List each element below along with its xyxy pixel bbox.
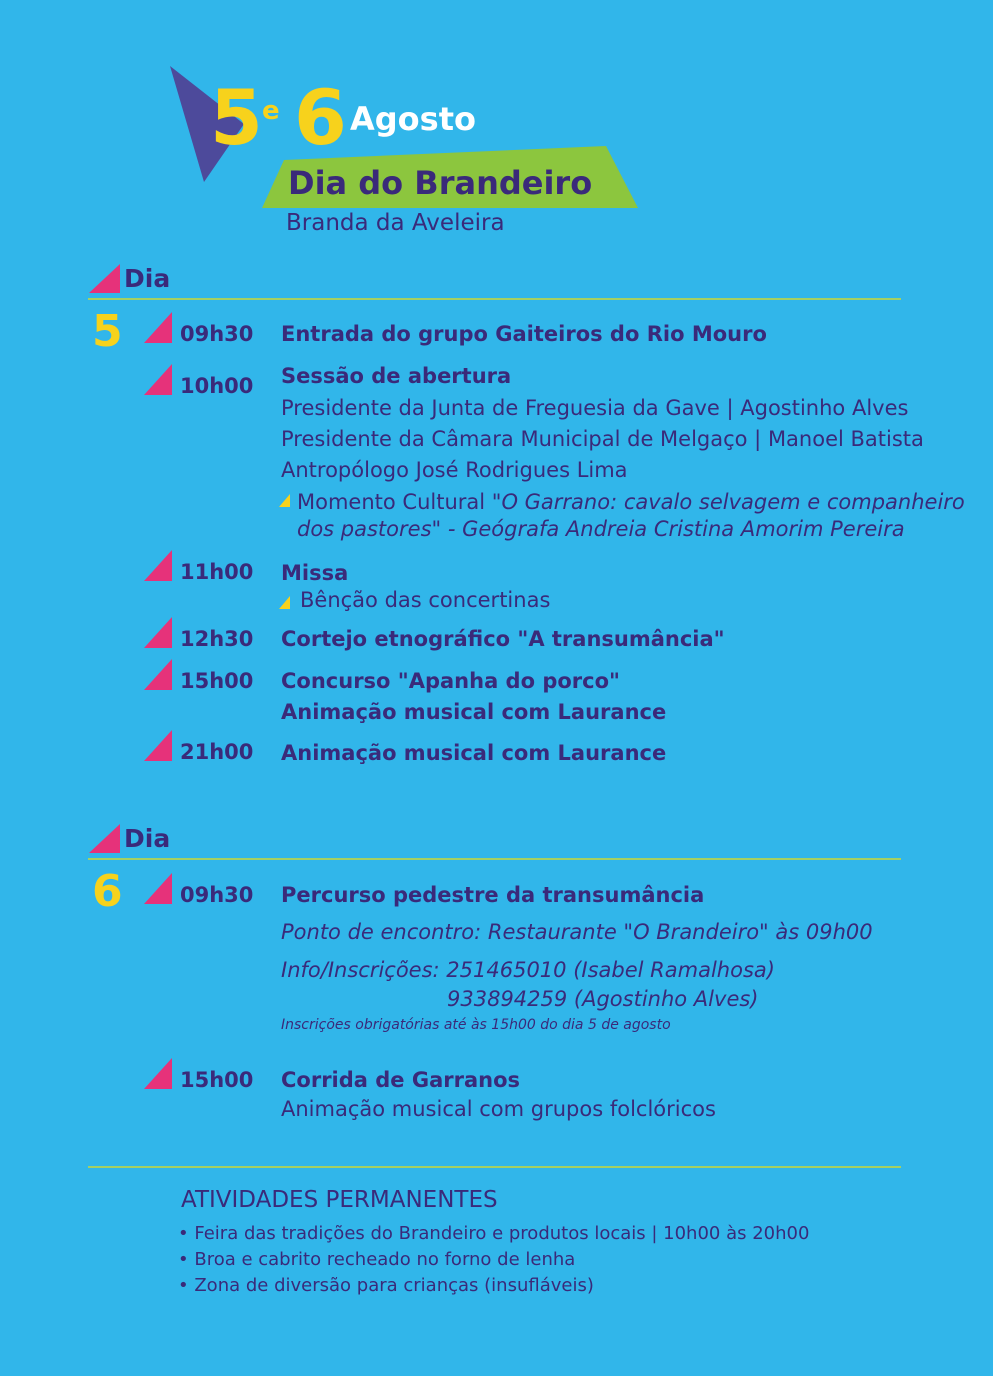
day2-registration-note: Inscrições obrigatórias até às 15h00 do dia 5 de agosto: [281, 1017, 671, 1033]
header-conjunction: e: [262, 96, 280, 126]
permanent-item-text: Broa e cabrito recheado no forno de lenha: [194, 1249, 576, 1270]
day1-momento-cultural-cont: dos pastores" - Geógrafa Andreia Cristina Amorim Pereira: [297, 517, 905, 541]
day2-label: Dia: [124, 824, 171, 853]
header-month: Agosto: [350, 100, 476, 138]
day1-label-triangle: [89, 264, 121, 294]
header-day-b: 6: [294, 73, 347, 162]
day2-event-animacao: Animação musical com grupos folclóricos: [281, 1097, 716, 1121]
day1-time-1000: 10h00: [180, 374, 254, 398]
day2-label-triangle: [89, 824, 121, 854]
day1-event-animacao-noite: Animação musical com Laurance: [281, 741, 667, 765]
day2-event-corrida: Corrida de Garranos: [281, 1068, 521, 1092]
day1-time-1100: 11h00: [180, 560, 254, 584]
day2-info-1: Info/Inscrições: 251465010 (Isabel Ramalhosa): [281, 958, 775, 982]
permanent-item: • Feira das tradições do Brandeiro e produtos locais | 10h00 às 20h00: [178, 1223, 810, 1244]
day1-momento-cultural: [297, 490, 965, 514]
header-day-a: 5: [210, 73, 263, 162]
day1-divider: [88, 298, 901, 300]
day1-time-1500: 15h00: [180, 669, 254, 693]
event-location: Branda da Aveleira: [286, 210, 505, 236]
day1-number: 5: [92, 306, 123, 357]
day1-event-animacao: Animação musical com Laurance: [281, 700, 667, 724]
day2-time-0930: 09h30: [180, 883, 254, 907]
event-title: Dia do Brandeiro: [288, 164, 593, 202]
time-marker-icon: [144, 730, 174, 762]
time-marker-icon: [144, 364, 174, 396]
permanent-item: • Broa e cabrito recheado no forno de lenha: [178, 1249, 576, 1270]
day1-time-1230: 12h30: [180, 627, 254, 651]
day2-divider: [88, 858, 901, 860]
day1-time-2100: 21h00: [180, 740, 254, 764]
day2-meeting-point: Ponto de encontro: Restaurante "O Brandeiro" às 09h00: [281, 920, 873, 944]
day1-event-cortejo: Cortejo etnográfico "A transumância": [281, 627, 725, 651]
time-marker-icon: [144, 659, 174, 691]
small-triangle-icon: [279, 494, 291, 508]
small-triangle-icon: [279, 596, 291, 610]
day1-event-missa: Missa: [281, 561, 349, 585]
day2-number: 6: [92, 866, 123, 917]
day1-event-sessao: Sessão de abertura: [281, 364, 512, 388]
day2-time-1500: 15h00: [180, 1068, 254, 1092]
time-marker-icon: [144, 1058, 174, 1090]
momento-title: "O Garrano: cavalo selvagem e companheiro: [491, 490, 965, 514]
day1-time-0930: 09h30: [180, 322, 254, 346]
day1-speaker-2: Presidente da Câmara Municipal de Melgaço | Manoel Batista: [281, 427, 924, 451]
time-marker-icon: [144, 617, 174, 649]
permanent-item-text: Feira das tradições do Brandeiro e produtos locais | 10h00 às 20h00: [194, 1223, 810, 1244]
day1-event-concurso: Concurso "Apanha do porco": [281, 669, 620, 693]
day2-info-2: 933894259 (Agostinho Alves): [447, 987, 759, 1011]
momento-prefix: Momento Cultural: [297, 490, 492, 514]
day1-bencao: Bênção das concertinas: [300, 588, 551, 612]
permanent-heading: ATIVIDADES PERMANENTES: [181, 1187, 498, 1213]
day2-event-percurso: Percurso pedestre da transumância: [281, 883, 705, 907]
day1-event-gaiteiros: Entrada do grupo Gaiteiros do Rio Mouro: [281, 322, 767, 346]
time-marker-icon: [144, 550, 174, 582]
permanent-divider: [88, 1166, 901, 1168]
permanent-item-text: Zona de diversão para crianças (insufláveis): [194, 1275, 594, 1296]
day1-speaker-1: Presidente da Junta de Freguesia da Gave | Agostinho Alves: [281, 396, 909, 420]
time-marker-icon: [144, 312, 174, 344]
permanent-item: • Zona de diversão para crianças (insufláveis): [178, 1275, 594, 1296]
day1-speaker-3: Antropólogo José Rodrigues Lima: [281, 458, 628, 482]
time-marker-icon: [144, 873, 174, 905]
day1-label: Dia: [124, 264, 171, 293]
